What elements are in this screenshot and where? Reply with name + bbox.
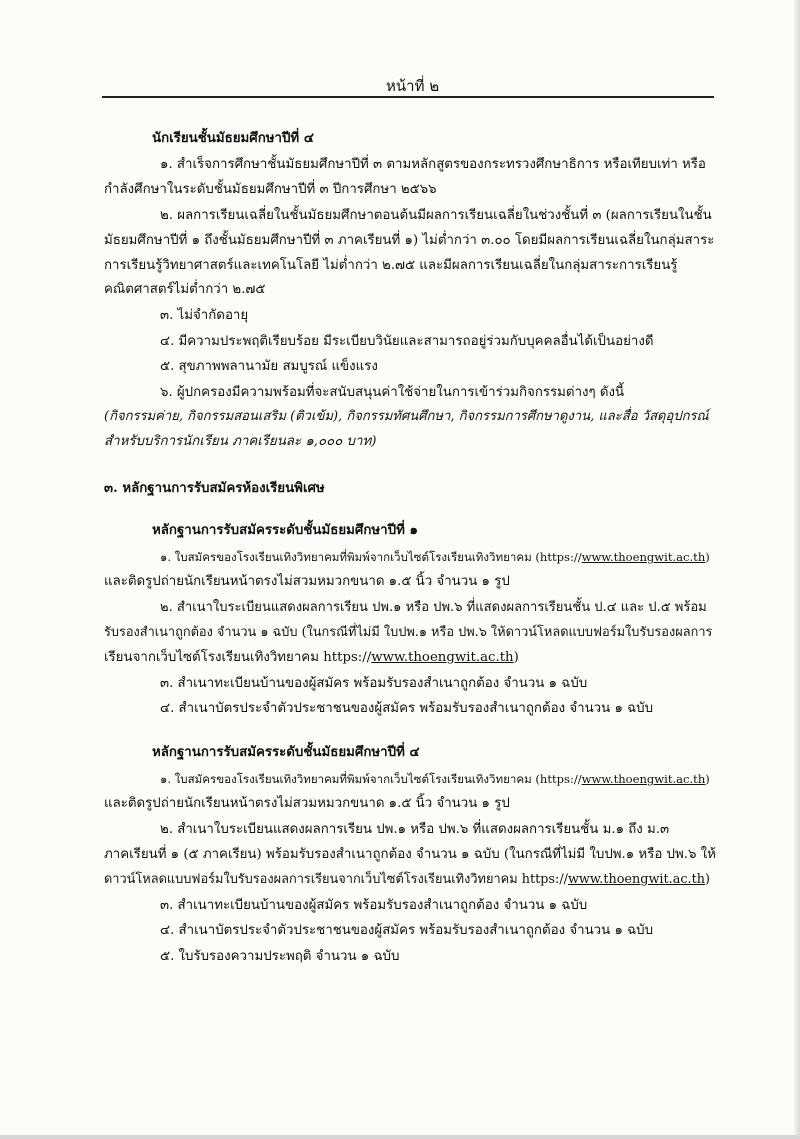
- m1-item2-close: ): [513, 650, 519, 665]
- req-item2-line1: ๒. ผลการเรียนเฉลี่ยในชั้นมัธยมศึกษาตอนต้นมีผลการเรียนเฉลี่ยในช่วงชั้นที่ ๓ (ผลการเรียนในชั้น: [160, 208, 712, 223]
- req-item3: ๓. ไม่จำกัดอายุ: [160, 308, 249, 323]
- m4-evidence-heading: หลักฐานการรับสมัครระดับชั้นมัธยมศึกษาปีที่ ๔: [152, 745, 420, 760]
- m4-item1-close: ): [705, 772, 710, 786]
- req-item1-line2: กำลังศึกษาในระดับชั้นมัธยมศึกษาปีที่ ๓ ปีการศึกษา ๒๕๖๖: [104, 182, 437, 197]
- m1-item1-text: ๑. ใบสมัครของโรงเรียนเทิงวิทยาคมที่พิมพ์จากเว็บไซต์โรงเรียนเทิงวิทยาคม (https://: [160, 550, 582, 564]
- m4-item5: ๕. ใบรับรองความประพฤติ จำนวน ๑ ฉบับ: [160, 949, 400, 964]
- m4-item2-link[interactable]: www.thoengwit.ac.th: [567, 872, 705, 887]
- page-bottom-edge: [0, 1135, 800, 1139]
- req-item5: ๕. สุขภาพพลานามัย สมบูรณ์ แข็งแรง: [160, 359, 378, 374]
- m4-item2-line1: ๒. สำเนาใบระเบียนแสดงผลการเรียน ปพ.๑ หรือ ปพ.๖ ที่แสดงผลการเรียนชั้น ม.๑ ถึง ม.๓: [160, 822, 670, 837]
- req-item4: ๔. มีความประพฤติเรียบร้อย มีระเบียบวินัยและสามารถอยู่ร่วมกับบุคคลอื่นได้เป็นอย่างดี: [160, 334, 654, 349]
- page-number: หน้าที่ ๒: [386, 77, 440, 95]
- m4-item1-line2: และติดรูปถ่ายนักเรียนหน้าตรงไม่สวมหมวกขนาด ๑.๕ นิ้ว จำนวน ๑ รูป: [104, 796, 510, 811]
- m1-item2-text: เรียนจากเว็บไซต์โรงเรียนเทิงวิทยาคม https://: [104, 650, 372, 665]
- req-item2-line4: คณิตศาสตร์ไม่ต่ำกว่า ๒.๗๕: [104, 282, 266, 297]
- m1-item3: ๓. สำเนาทะเบียนบ้านของผู้สมัคร พร้อมรับรองสำเนาถูกต้อง จำนวน ๑ ฉบับ: [160, 676, 588, 691]
- m1-item1-line2: และติดรูปถ่ายนักเรียนหน้าตรงไม่สวมหมวกขนาด ๑.๕ นิ้ว จำนวน ๑ รูป: [104, 574, 510, 589]
- m4-item3: ๓. สำเนาทะเบียนบ้านของผู้สมัคร พร้อมรับรองสำเนาถูกต้อง จำนวน ๑ ฉบับ: [160, 898, 588, 913]
- m1-item2-line3: [104, 649, 519, 667]
- m4-item2-text: ดาวน์โหลดแบบฟอร์มใบรับรองผลการเรียนจากเว็บไซต์โรงเรียนเทิงวิทยาคม https://: [104, 872, 568, 887]
- m1-item1-link[interactable]: www.thoengwit.ac.th: [581, 550, 706, 564]
- req-item1-line1: ๑. สำเร็จการศึกษาชั้นมัธยมศึกษาปีที่ ๓ ตามหลักสูตรของกระทรวงศึกษาธิการ หรือเทียบเท่า หรือ: [160, 157, 706, 172]
- req-item2-line3: การเรียนรู้วิทยาศาสตร์และเทคโนโลยี ไม่ต่ำกว่า ๒.๗๕ และมีผลการเรียนเฉลี่ยในกลุ่มสาระการเรียนรู้: [104, 258, 678, 273]
- m1-item4: ๔. สำเนาบัตรประจำตัวประชาชนของผู้สมัคร พร้อมรับรองสำเนาถูกต้อง จำนวน ๑ ฉบับ: [160, 701, 654, 716]
- m1-evidence-heading: หลักฐานการรับสมัครระดับชั้นมัธยมศึกษาปีที่ ๑: [152, 523, 418, 538]
- m1-item2-line2: รับรองสำเนาถูกต้อง จำนวน ๑ ฉบับ (ในกรณีที่ไม่มี ใบปพ.๑ หรือ ปพ.๖ ให้ดาวน์โหลดแบบฟอร์มใบรับรองผลการ: [104, 625, 713, 640]
- m1-item1-close: ): [705, 550, 710, 564]
- req-item6: ๖. ผู้ปกครองมีความพร้อมที่จะสนับสนุนค่าใช้จ่ายในการเข้าร่วมกิจกรรมต่างๆ ดังนี้: [160, 385, 625, 400]
- header-rule: [102, 96, 714, 98]
- req-item6-note-line2: สำหรับบริการนักเรียน ภาคเรียนละ ๑,๐๐๐ บาท): [104, 434, 377, 449]
- m4-item1-link[interactable]: www.thoengwit.ac.th: [581, 772, 706, 786]
- req-item2-line2: มัธยมศึกษาปีที่ ๑ ถึงชั้นมัธยมศึกษาปีที่ ๓ ภาคเรียนที่ ๑) ไม่ต่ำกว่า ๓.๐๐ โดยมีผลการเรียนเฉลี่ยในกลุ่มสาระ: [104, 233, 715, 248]
- m4-item2-line2: ภาคเรียนที่ ๑ (๕ ภาคเรียน) พร้อมรับรองสำเนาถูกต้อง จำนวน ๑ ฉบับ (ในกรณีที่ไม่มี ใบปพ.๑ หรือ ปพ.๖ ให้: [104, 847, 716, 862]
- m4-item2-line3: [104, 871, 710, 889]
- m4-item2-close: ): [704, 872, 710, 887]
- req-item6-note-line1: (กิจกรรมค่าย, กิจกรรมสอนเสริม (ติวเข้ม), กิจกรรมทัศนศึกษา, กิจกรรมการศึกษาดูงาน, และสื่อ วัสดุอุปกรณ์: [104, 409, 709, 424]
- m1-item2-link[interactable]: www.thoengwit.ac.th: [371, 650, 514, 665]
- section3-heading: ๓. หลักฐานการรับสมัครห้องเรียนพิเศษ: [104, 481, 325, 496]
- m4-item1-line1: [160, 770, 710, 788]
- page-edge-shadow: [794, 0, 800, 1139]
- m4-item4: ๔. สำเนาบัตรประจำตัวประชาชนของผู้สมัคร พร้อมรับรองสำเนาถูกต้อง จำนวน ๑ ฉบับ: [160, 923, 654, 938]
- m1-item1-line1: [160, 548, 710, 566]
- m4-item1-text: ๑. ใบสมัครของโรงเรียนเทิงวิทยาคมที่พิมพ์จากเว็บไซต์โรงเรียนเทิงวิทยาคม (https://: [160, 772, 582, 786]
- m4-requirements-heading: นักเรียนชั้นมัธยมศึกษาปีที่ ๔: [152, 131, 314, 146]
- m1-item2-line1: ๒. สำเนาใบระเบียนแสดงผลการเรียน ปพ.๑ หรือ ปพ.๖ ที่แสดงผลการเรียนชั้น ป.๔ และ ป.๕ พร้อม: [160, 600, 707, 615]
